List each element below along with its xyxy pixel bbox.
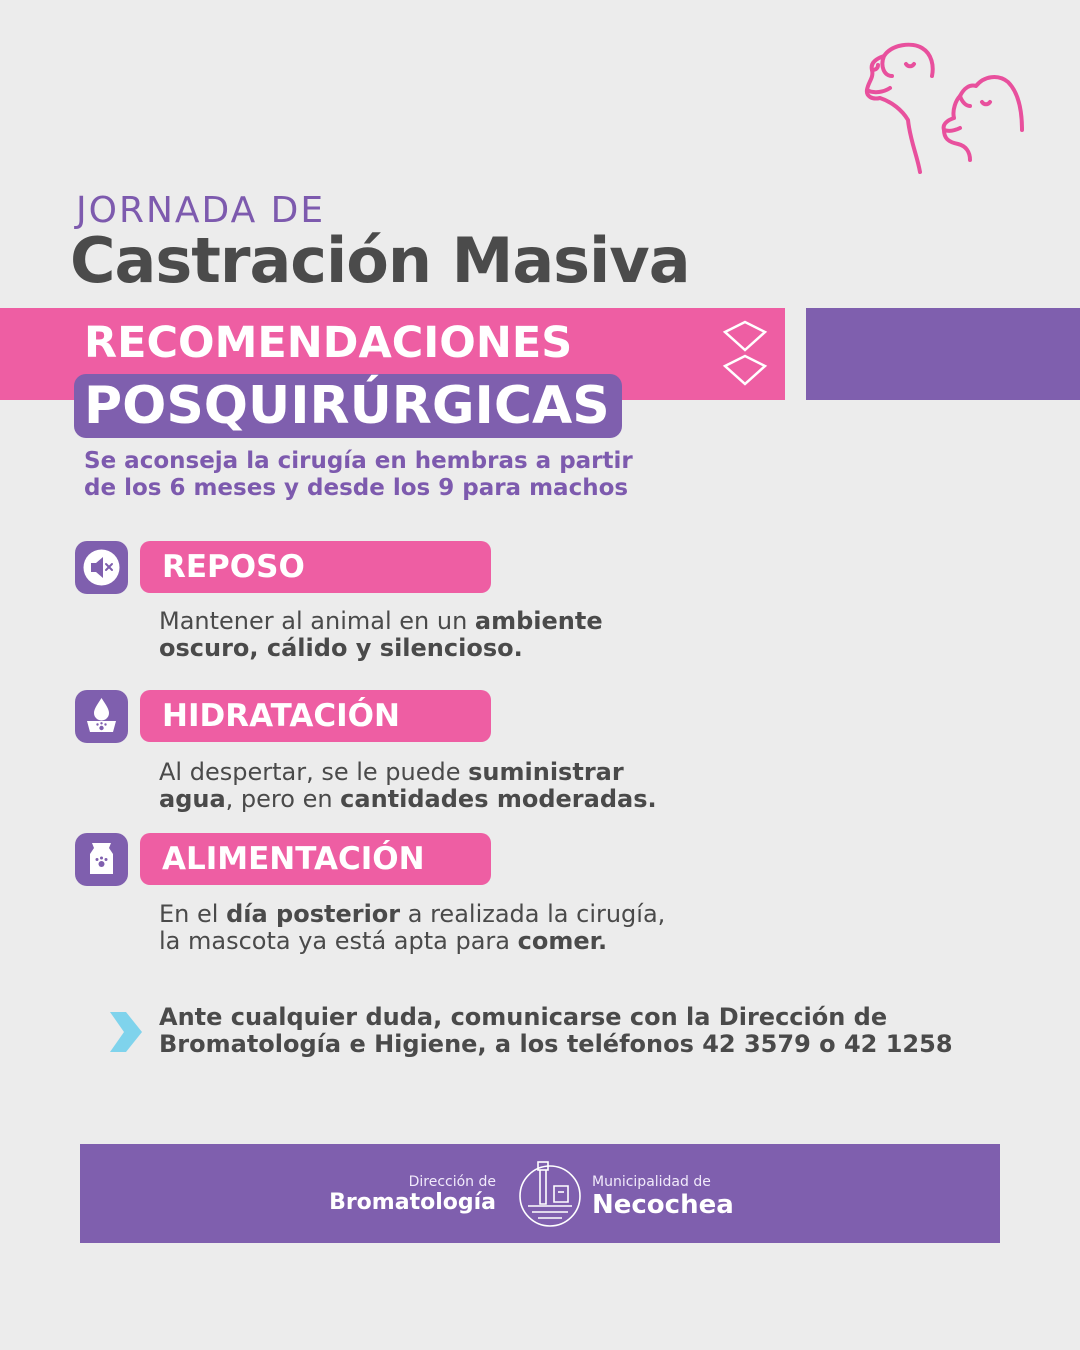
water-bowl-icon	[75, 690, 128, 743]
section-desc-hidratacion	[159, 759, 657, 813]
banner-line-1: RECOMENDACIONES	[84, 318, 573, 368]
footer-right-small: Municipalidad de	[592, 1174, 711, 1190]
section-desc-alimentacion-line-1	[159, 901, 665, 928]
contact-info	[159, 1004, 953, 1058]
footer-left-big: Bromatología	[329, 1190, 496, 1215]
emphasis-text: suministrar	[468, 758, 624, 786]
section-desc-reposo-line-1	[159, 608, 603, 635]
section-desc-hidratacion-line-2	[159, 786, 657, 813]
footer-right-logo	[592, 1174, 734, 1220]
arrow-right-icon	[106, 1008, 144, 1056]
body-text: Mantener al animal en un	[159, 607, 475, 635]
event-kicker: JORNADA DE	[76, 190, 326, 231]
emphasis-text: comer.	[517, 927, 608, 955]
body-text: , pero en	[225, 785, 341, 813]
emphasis-text: ambiente	[474, 607, 603, 635]
section-title-alimentacion: ALIMENTACIÓN	[162, 841, 425, 877]
purple-banner-band	[806, 308, 1080, 400]
banner-line-2-box	[74, 374, 622, 438]
section-desc-reposo	[159, 608, 603, 662]
banner-line-2: POSQUIRÚRGICAS	[84, 376, 610, 436]
footer-right-big: Necochea	[592, 1190, 734, 1220]
age-recommendation-note	[84, 448, 633, 502]
body-text: a realizada la cirugía,	[400, 900, 666, 928]
section-pill-hidratacion	[140, 690, 491, 742]
section-desc-alimentacion	[159, 901, 665, 955]
contact-line-2: Bromatología e Higiene, a los teléfonos 42 3579 o 42 1258	[159, 1030, 953, 1058]
footer-bar	[80, 1144, 1000, 1243]
speaker-mute-icon	[75, 541, 128, 594]
section-title-reposo: REPOSO	[162, 549, 305, 585]
municipal-seal-icon	[518, 1156, 582, 1230]
emphasis-text: día posterior	[226, 900, 401, 928]
body-text: la mascota ya está apta para	[159, 927, 518, 955]
section-pill-alimentacion	[140, 833, 491, 885]
note-line-1: Se aconseja la cirugía en hembras a partir	[84, 448, 633, 474]
section-desc-alimentacion-line-2	[159, 928, 665, 955]
note-line-2: de los 6 meses y desde los 9 para machos	[84, 475, 629, 501]
food-bag-icon	[75, 833, 128, 886]
emphasis-text: oscuro, cálido y silencioso.	[159, 634, 523, 662]
contact-line-1: Ante cualquier duda, comunicarse con la Dirección de	[159, 1003, 888, 1031]
section-pill-reposo	[140, 541, 491, 593]
body-text: En el	[159, 900, 227, 928]
section-desc-hidratacion-line-1	[159, 759, 657, 786]
section-title-hidratacion: HIDRATACIÓN	[162, 698, 400, 734]
emphasis-text: agua	[159, 785, 226, 813]
emphasis-text: cantidades moderadas.	[340, 785, 657, 813]
double-chevron-down-icon	[722, 320, 768, 390]
event-title: Castración Masiva	[70, 224, 690, 297]
body-text: Al despertar, se le puede	[159, 758, 469, 786]
footer-left-small: Dirección de	[408, 1174, 496, 1190]
dog-cat-illustration-icon	[862, 40, 1032, 180]
section-desc-reposo-line-2	[159, 635, 603, 662]
footer-left-logo	[329, 1174, 496, 1215]
